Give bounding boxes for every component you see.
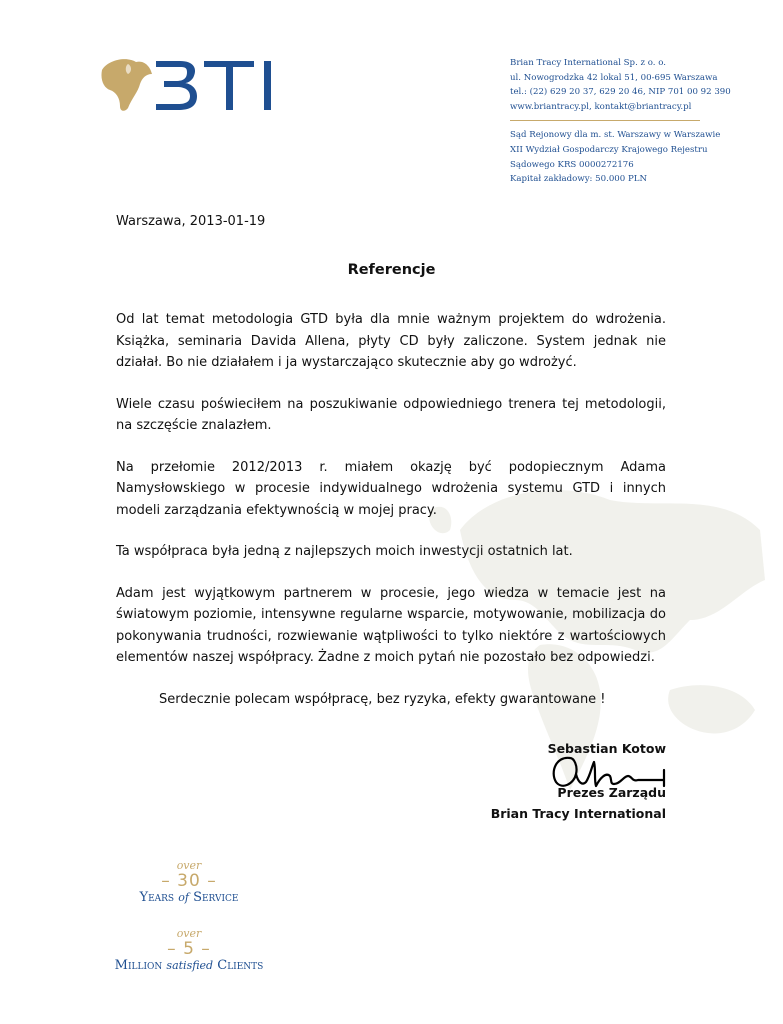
badge-over-label: over <box>176 927 202 940</box>
satisfied-clients-badge <box>106 928 272 973</box>
registry-krs-line: Sądowego KRS 0000272176 <box>510 159 634 170</box>
paragraph: Adam jest wyjątkowym partnerem w procesie, jego wiedza w temacie jest na światowym poziomie, intensywne regularne wsparcie, motywowanie, mobilizacja do pokonywania trudności, rozwiewanie wątpliwości to tylko niektóre z wartościowych elementów naszej współpracy. Żadne z moich pytań nie pozostało bez odpowiedzi. <box>116 585 666 665</box>
badge-number: – 30 – <box>161 871 217 891</box>
badge-label: Million satisfied Clients <box>114 958 264 973</box>
signer-company: Brian Tracy International <box>490 806 666 821</box>
paragraph: Wiele czasu poświeciłem na poszukiwanie odpowiedniego trenera tej metodologii, na szczęście znalazłem. <box>116 396 666 433</box>
company-name-line: Brian Tracy International Sp. z o. o. <box>510 58 667 68</box>
letter-body <box>116 309 666 730</box>
registry-court-line: Sąd Rejonowy dla m. st. Warszawy w Warszawie <box>510 130 721 141</box>
registry-capital-line: Kapitał zakładowy: 50.000 PLN <box>510 174 647 185</box>
badge-over-label: over <box>176 859 202 872</box>
registry-division-line: XII Wydział Gospodarczy Krajowego Rejestru <box>510 144 708 155</box>
years-of-service-badge <box>133 860 245 905</box>
letter-date: Warszawa, 2013-01-19 <box>116 214 266 229</box>
company-phone-line: tel.: (22) 629 20 37, 629 20 46, NIP 701 00 92 390 <box>510 87 731 98</box>
paragraph: Ta współpraca była jedną z najlepszych moich inwestycji ostatnich lat. <box>116 544 573 559</box>
signature-block <box>491 738 666 825</box>
closing-line: Serdecznie polecam współpracę, bez ryzyka, efekty gwarantowane ! <box>159 691 606 707</box>
badge-label: Years of Service <box>139 890 239 905</box>
company-info <box>510 56 770 187</box>
badge-number: – 5 – <box>167 939 211 959</box>
signer-role: Prezes Zarządu <box>557 784 666 800</box>
bti-logo <box>98 56 283 116</box>
company-divider <box>510 120 700 121</box>
paragraph: Na przełomie 2012/2013 r. miałem okazję być podopiecznym Adama Namysłowskiego w procesie indywidualnego wdrożenia systemu GTD i innych modeli zarządzania efektywnością w mojej pracy. <box>116 459 666 518</box>
globe-africa-icon <box>101 59 152 111</box>
signer-name: Sebastian Kotow <box>547 741 666 756</box>
company-web-line: www.briantracy.pl, kontakt@briantracy.pl <box>510 101 692 112</box>
company-address-line: ul. Nowogrodzka 42 lokal 51, 00-695 Warszawa <box>510 72 718 83</box>
letter-title: Referencje <box>347 262 436 278</box>
paragraph: Od lat temat metodologia GTD była dla mnie ważnym projektem do wdrożenia. Książka, seminaria Davida Allena, płyty CD były zaliczone. System jednak nie działał. Bo nie działałem i ja wystarczająco skutecznie aby go wdrożyć. <box>116 312 666 370</box>
